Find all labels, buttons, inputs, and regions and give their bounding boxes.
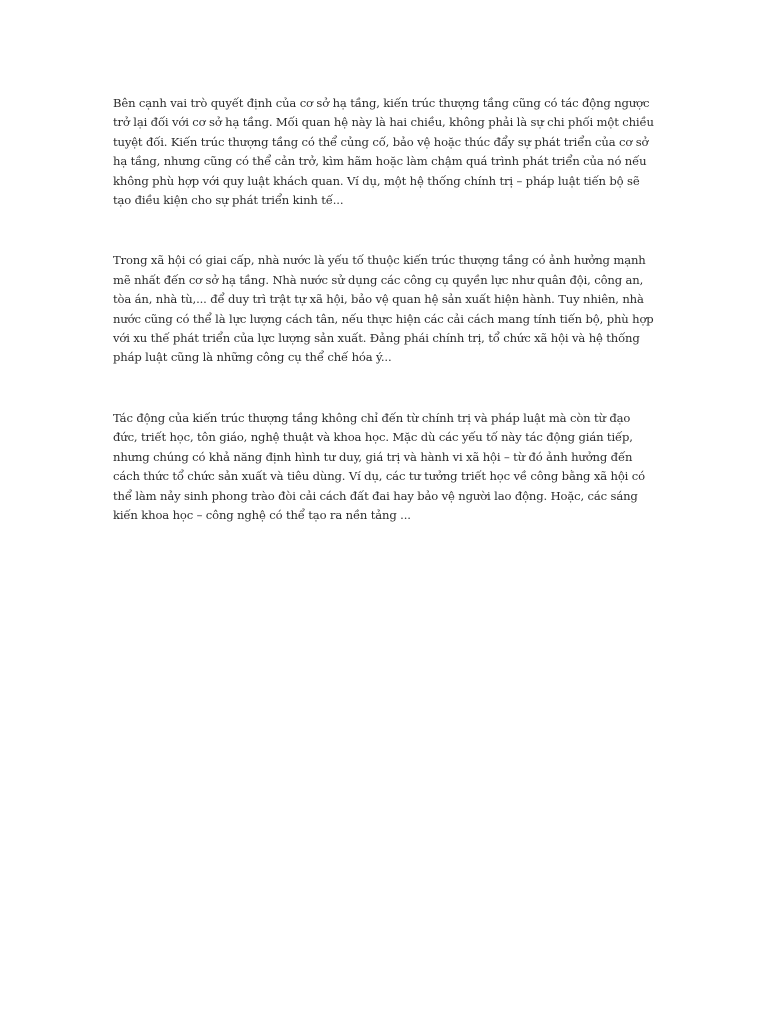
paragraph-3: Tác động của kiến trúc thượng tầng không chỉ đến từ chính trị và pháp luật mà còn từ đạo đức, triết học, tôn giáo, nghệ thuật và khoa học. Mặc dù các yếu tố này tác động gián tiếp, nhưng chúng có khả năng định hình tư duy, giá trị và hành vi xã hội – từ đó ảnh hưởng đến cách thức tổ chức sản xuất và tiêu dùng. Ví dụ, các tư tưởng triết học về công bằng xã hội có thể làm nảy sinh phong trào đòi cải cách đất đai hay bảo vệ người lao động. Hoặc, các sáng kiến khoa học – công nghệ có thể tạo ra nền tảng ...: [113, 410, 645, 522]
paragraph-1: Bên cạnh vai trò quyết định của cơ sở hạ tầng, kiến trúc thượng tầng cũng có tác động ngược trở lại đối với cơ sở hạ tầng. Mối quan hệ này là hai chiều, không phải là sự chi phối một chiều tuyệt đối. Kiến trúc thượng tầng có thể củng cố, bảo vệ hoặc thúc đẩy sự phát triển của cơ sở hạ tầng, nhưng cũng có thể cản trở, kìm hãm hoặc làm chậm quá trình phát triển của nó nếu không phù hợp với quy luật khách quan. Ví dụ, một hệ thống chính trị – pháp luật tiến bộ sẽ tạo điều kiện cho sự phát triển kinh tế...: [113, 96, 654, 208]
document-body: [113, 94, 658, 525]
paragraph-2: Trong xã hội có giai cấp, nhà nước là yếu tố thuộc kiến trúc thượng tầng có ảnh hưởng mạnh mẽ nhất đến cơ sở hạ tầng. Nhà nước sử dụng các công cụ quyền lực như quân đội, công an, tòa án, nhà tù,... để duy trì trật tự xã hội, bảo vệ quan hệ sản xuất hiện hành. Tuy nhiên, nhà nước cũng có thể là lực lượng cách tân, nếu thực hiện các cải cách mang tính tiến bộ, phù hợp với xu thế phát triển của lực lượng sản xuất. Đảng phái chính trị, tổ chức xã hội và hệ thống pháp luật cũng là những công cụ thể chế hóa ý...: [113, 253, 654, 365]
